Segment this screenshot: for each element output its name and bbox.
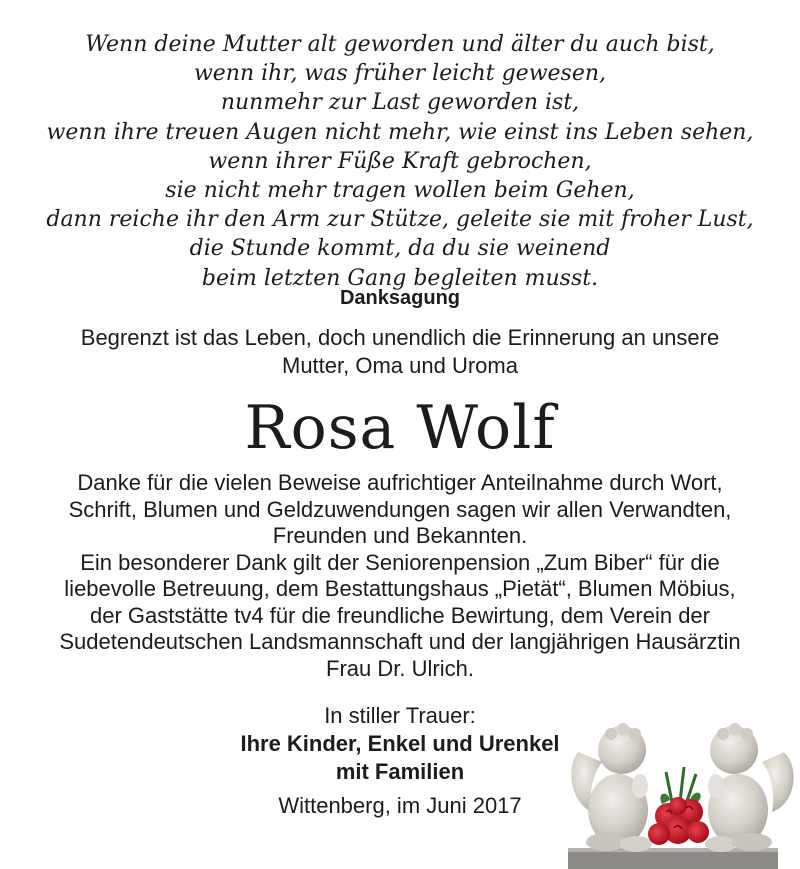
poem-line: dann reiche ihr den Arm zur Stütze, geleite sie mit froher Lust,: [46, 207, 754, 233]
poem-line: Wenn deine Mutter alt geworden und älter du auch bist,: [85, 32, 715, 57]
thanks-line: liebevolle Betreuung, dem Bestattungshaus „Pietät“, Blumen Möbius,: [64, 576, 736, 601]
thanks-line: der Gaststätte tv4 für die freundliche Bewirtung, dem Verein der: [90, 602, 710, 628]
poem-line: wenn ihrer Füße Kraft gebrochen,: [208, 148, 592, 174]
thanks-line: Sudetendeutschen Landsmannschaft und der langjährigen Hausärztin: [59, 629, 741, 654]
place-date: Wittenberg, im Juni 2017: [278, 793, 522, 818]
family-line: mit Familien: [335, 759, 465, 784]
poem-line: nunmehr zur Last geworden ist,: [220, 90, 580, 116]
closing-block: [200, 702, 600, 820]
poem: [0, 30, 800, 293]
poem-line: beim letzten Gang begleiten musst.: [201, 265, 599, 291]
thanks-line: Danke für die vielen Beweise aufrichtiger Anteilnahme durch Wort,: [77, 470, 723, 495]
thanks-text: [0, 470, 800, 682]
thanks-line: Freunden und Bekannten.: [272, 523, 528, 548]
thanks-line: Frau Dr. Ulrich.: [326, 655, 474, 681]
poem-line: wenn ihre treuen Augen nicht mehr, wie einst ins Leben sehen,: [46, 119, 754, 145]
heading-danksagung: Danksagung: [339, 287, 461, 309]
poem-line: sie nicht mehr tragen wollen beim Gehen,: [165, 178, 635, 204]
poem-line: wenn ihr, was früher leicht gewesen,: [193, 61, 607, 87]
angel-figurines-image: [566, 712, 800, 869]
intro-line: Begrenzt ist das Leben, doch unendlich die Erinnerung an unsere: [80, 325, 720, 350]
poem-line: die Stunde kommt, da du sie weinend: [189, 236, 611, 262]
family-line: Ihre Kinder, Enkel und Urenkel: [240, 731, 560, 756]
deceased-name: Rosa Wolf: [244, 393, 556, 463]
thanks-line: Schrift, Blumen und Geldzuwendungen sagen wir allen Verwandten,: [68, 496, 732, 522]
thanks-line: Ein besonderer Dank gilt der Seniorenpension „Zum Biber“ für die: [80, 549, 720, 575]
intro-line: Mutter, Oma und Uroma: [282, 353, 518, 378]
intro-text: [0, 324, 800, 380]
mourning-text: In stiller Trauer:: [324, 703, 476, 728]
